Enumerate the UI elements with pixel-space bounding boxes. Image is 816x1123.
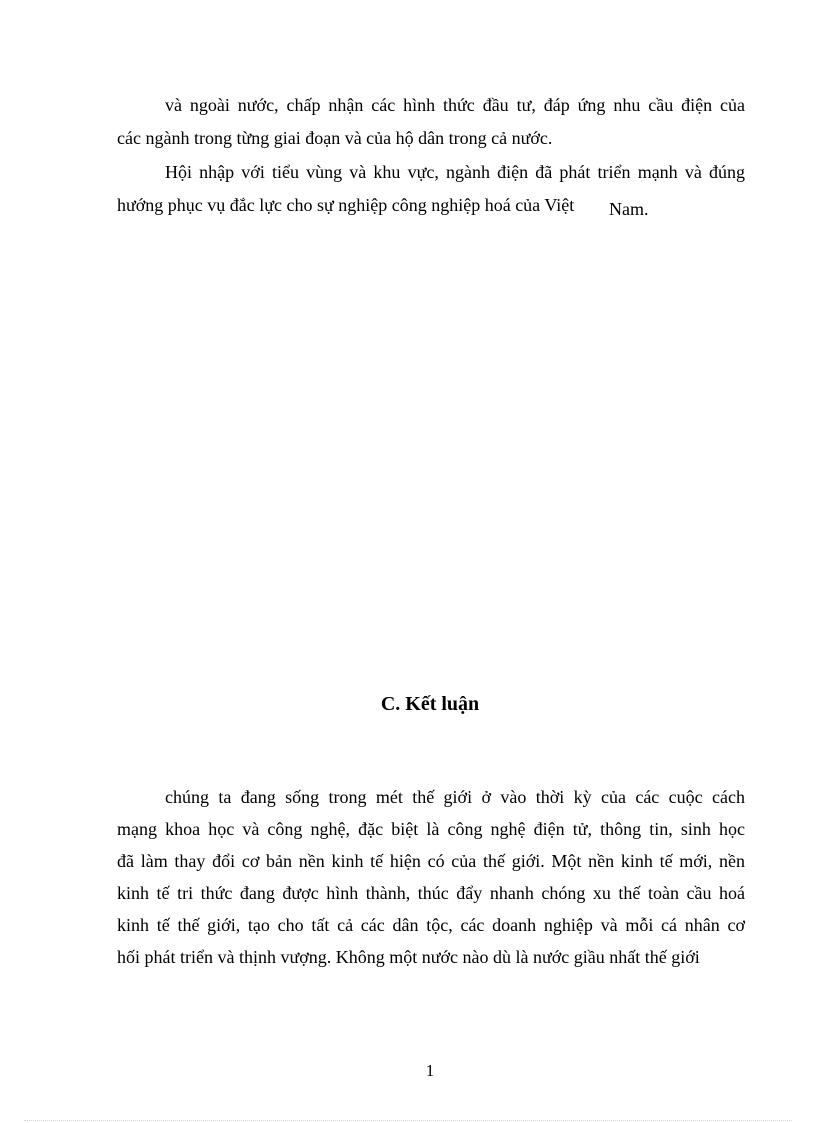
section-heading: C. Kết luận: [380, 693, 480, 715]
conclusion-line: kinh tế thế giới, tạo cho tất cả các dân tộc, các doanh nghiệp và mỗi cá nhân cơ: [117, 915, 745, 935]
paragraph-line: và ngoài nước, chấp nhận các hình thức đầu tư, đáp ứng nhu cầu điện của: [165, 95, 745, 115]
conclusion-line: mạng khoa học và công nghệ, đặc biệt là công nghệ điện tử, thông tin, sinh học: [117, 819, 745, 839]
paragraph-line: hướng phục vụ đắc lực cho sự nghiệp công nghiệp hoá của Việt: [117, 195, 575, 215]
conclusion-line: đã làm thay đổi cơ bản nền kinh tế hiện có của thế giới. Một nền kinh tế mới, nền: [117, 851, 745, 871]
page-number: 1: [425, 1061, 435, 1080]
page-bottom-edge: [24, 1120, 792, 1121]
paragraph-line: các ngành trong từng giai đoạn và của hộ dân trong cả nước.: [117, 128, 553, 148]
paragraph-line-trailing-word: Nam.: [609, 199, 649, 219]
conclusion-line: chúng ta đang sống trong mét thế giới ở vào thời kỳ của các cuộc cách: [165, 787, 745, 807]
conclusion-line: hối phát triển và thịnh vượng. Không một nước nào dù là nước giầu nhất thế giới: [117, 947, 700, 967]
conclusion-line: kinh tế tri thức đang được hình thành, thúc đẩy nhanh chóng xu thế toàn cầu hoá: [117, 883, 745, 903]
paragraph-line: Hội nhập với tiểu vùng và khu vực, ngành điện đã phát triển mạnh và đúng: [165, 162, 745, 182]
